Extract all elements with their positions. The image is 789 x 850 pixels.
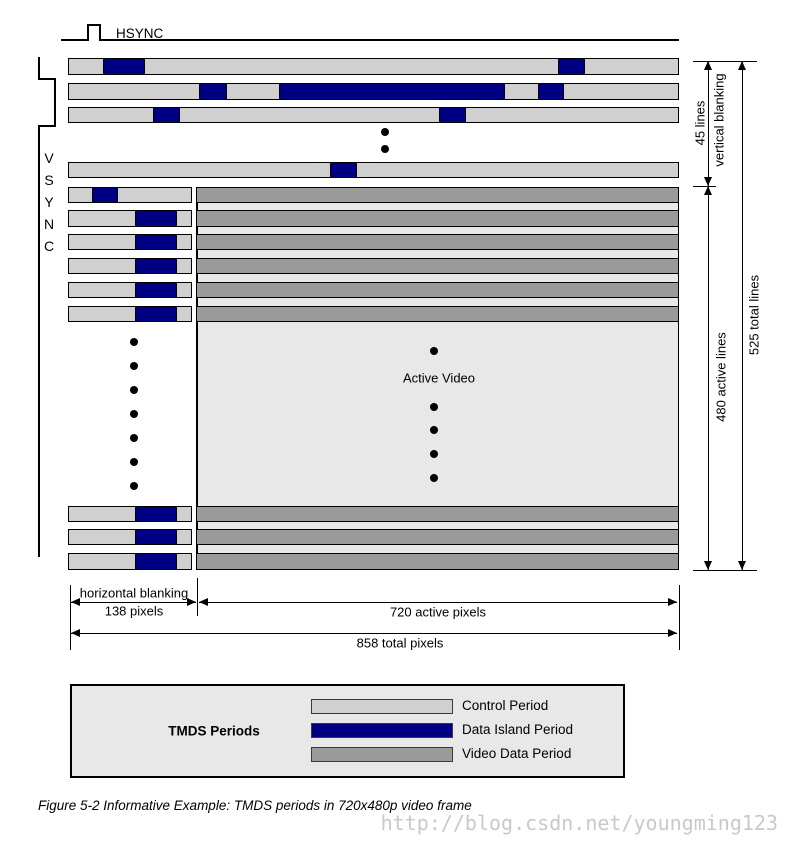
arrow-down-icon xyxy=(738,561,746,570)
dim-label-525-total-lines: 525 total lines xyxy=(746,274,762,356)
tick-top-right xyxy=(693,61,757,62)
control-period-bar xyxy=(68,187,192,203)
ellipsis-dot xyxy=(130,482,138,490)
data-island-period-bar xyxy=(135,282,177,298)
video-data-period-bar xyxy=(196,282,679,298)
data-island-period-swatch xyxy=(311,723,453,738)
tick-bottom-right xyxy=(693,570,757,571)
ellipsis-dot xyxy=(130,458,138,466)
dim-label-vertical-blanking: vertical blanking xyxy=(711,73,727,167)
video-data-period-bar xyxy=(196,210,679,227)
hsync-baseline-right xyxy=(99,39,679,41)
ellipsis-dot xyxy=(430,403,438,411)
vsync-letter: C xyxy=(43,238,55,254)
arrow-up-icon xyxy=(738,61,746,70)
ellipsis-dot xyxy=(381,145,389,153)
watermark-text: http://blog.csdn.net/youngming123 xyxy=(380,811,778,835)
arrow-left-icon xyxy=(71,598,80,606)
dim-label-480-active-lines: 480 active lines xyxy=(713,332,729,422)
control-period-bar xyxy=(68,58,679,75)
ellipsis-dot xyxy=(430,426,438,434)
data-island-period-bar xyxy=(558,58,585,75)
vsync-letter: V xyxy=(44,150,54,166)
video-data-period-bar xyxy=(196,187,679,203)
data-island-period-bar xyxy=(135,234,177,250)
figure-caption: Figure 5-2 Informative Example: TMDS periods in 720x480p video frame xyxy=(38,798,472,813)
vsync-letter: N xyxy=(43,216,55,232)
video-data-period-bar xyxy=(196,234,679,250)
ellipsis-dot xyxy=(430,450,438,458)
data-island-period-bar xyxy=(439,107,466,123)
control-period-swatch xyxy=(311,699,453,714)
hsync-baseline-left xyxy=(61,39,88,41)
data-island-period-bar xyxy=(279,83,505,100)
ellipsis-dot xyxy=(130,434,138,442)
video-data-period-bar xyxy=(196,553,679,570)
ellipsis-dot xyxy=(130,386,138,394)
data-island-period-bar xyxy=(135,210,177,227)
arrow-up-icon xyxy=(704,186,712,195)
vsync-label xyxy=(40,147,58,257)
arrow-left-icon xyxy=(71,629,80,637)
dim-label-720-active-pixels: 720 active pixels xyxy=(389,604,487,620)
video-data-period-bar xyxy=(196,506,679,522)
data-island-period-bar xyxy=(199,83,227,100)
dim-label-858-total-pixels: 858 total pixels xyxy=(356,635,444,651)
video-data-period-bar xyxy=(196,306,679,322)
arrow-right-icon xyxy=(668,598,677,606)
ellipsis-dot xyxy=(381,128,389,136)
arrow-down-icon xyxy=(704,561,712,570)
data-island-period-bar xyxy=(330,162,357,178)
vsync-pulse-side xyxy=(54,78,56,127)
hsync-pulse-rise xyxy=(87,24,89,41)
data-island-period-bar xyxy=(103,58,145,75)
arrow-up-icon xyxy=(704,61,712,70)
tick-bottom-left xyxy=(70,585,71,650)
ellipsis-dot xyxy=(430,474,438,482)
data-island-period-bar xyxy=(92,187,118,203)
vsync-line-top xyxy=(38,57,40,80)
tick-bottom-mid xyxy=(197,578,198,616)
data-island-period-bar xyxy=(135,553,177,570)
video-data-period-bar xyxy=(196,529,679,545)
hsync-label: HSYNC xyxy=(116,26,164,41)
data-island-period-bar xyxy=(135,529,177,545)
arrow-right-icon xyxy=(187,598,196,606)
vsync-pulse-bottom xyxy=(38,125,56,127)
legend-title: TMDS Periods xyxy=(168,723,260,739)
control-period-bar xyxy=(68,162,679,178)
ellipsis-dot xyxy=(130,338,138,346)
dim-line-45-lines xyxy=(708,61,709,186)
arrow-left-icon xyxy=(199,598,208,606)
video-data-period-bar xyxy=(196,258,679,274)
video-data-period-label: Video Data Period xyxy=(462,746,572,761)
dim-line-720px xyxy=(199,602,677,603)
ellipsis-dot xyxy=(130,410,138,418)
data-island-period-bar xyxy=(538,83,564,100)
dim-label-138-pixels: 138 pixels xyxy=(104,603,164,619)
vsync-letter: Y xyxy=(44,194,54,210)
data-island-period-bar xyxy=(135,306,177,322)
dim-line-525-total xyxy=(742,61,743,570)
active-video-label: Active Video xyxy=(402,370,476,386)
dim-line-480-active xyxy=(708,186,709,570)
tick-bottom-far-right xyxy=(679,585,680,650)
ellipsis-dot xyxy=(130,362,138,370)
dim-line-858px xyxy=(71,633,677,634)
data-island-period-label: Data Island Period xyxy=(462,722,574,737)
video-data-period-swatch xyxy=(311,747,453,762)
arrow-right-icon xyxy=(668,629,677,637)
data-island-period-bar xyxy=(135,258,177,274)
dim-label-horizontal-blanking: horizontal blanking xyxy=(79,585,189,601)
control-period-label: Control Period xyxy=(462,698,549,713)
vsync-letter: S xyxy=(44,172,54,188)
ellipsis-dot xyxy=(430,347,438,355)
arrow-down-icon xyxy=(704,177,712,186)
data-island-period-bar xyxy=(153,107,180,123)
dim-label-45-lines: 45 lines xyxy=(692,100,708,146)
data-island-period-bar xyxy=(135,506,177,522)
